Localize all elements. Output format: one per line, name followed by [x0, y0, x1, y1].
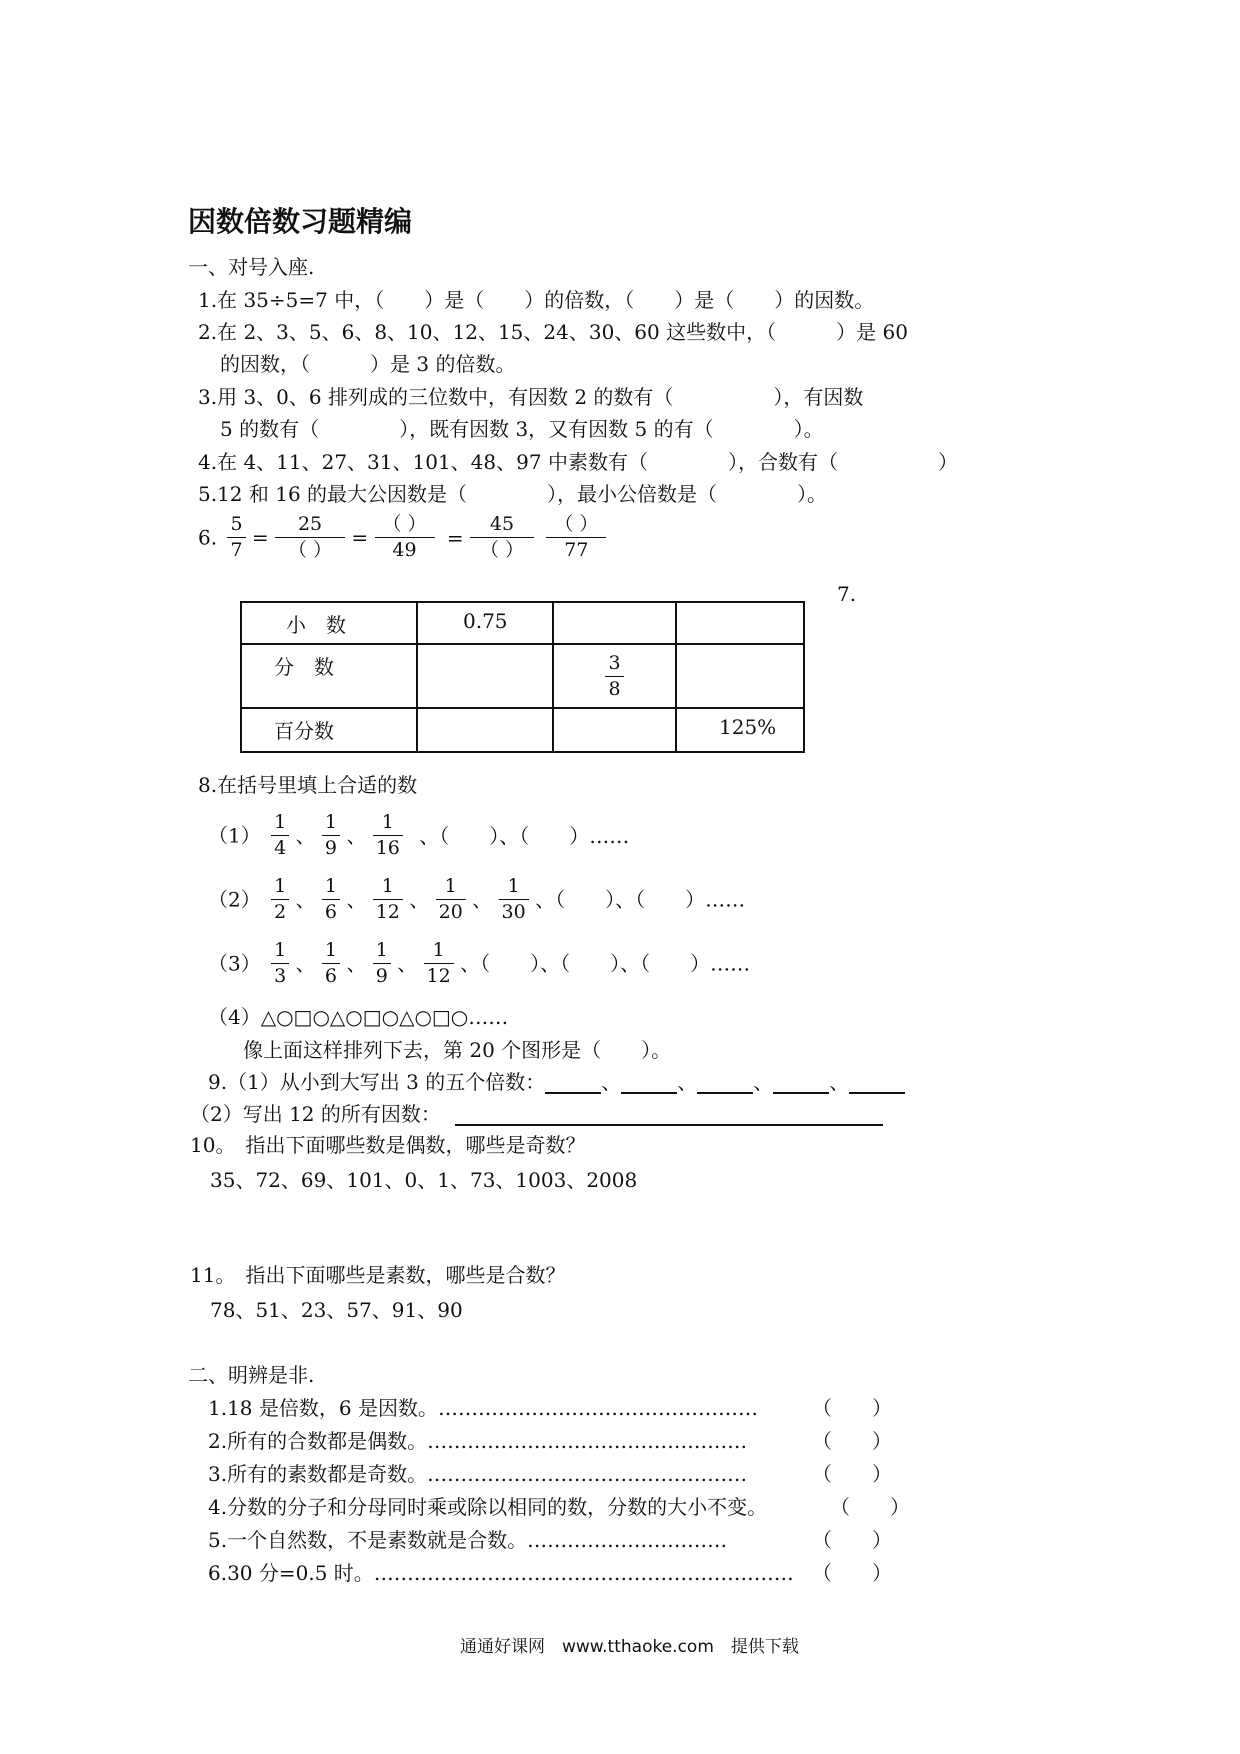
- question-2-line1: 2.在 2、3、5、6、8、10、12、15、24、30、60 这些数中，（ ）是 60: [198, 320, 908, 344]
- section2-heading: 二、明辨是非.: [188, 1363, 315, 1387]
- fraction: [470, 514, 534, 561]
- denominator: 49: [392, 539, 417, 561]
- separator: 、: [409, 887, 430, 912]
- table-cell: [241, 708, 417, 752]
- row-header: 小 数: [286, 613, 346, 637]
- table-cell: [417, 644, 553, 708]
- fraction: [322, 812, 340, 859]
- judge-paren[interactable]: （ ）: [812, 1396, 892, 1420]
- judge-item-6: 6.30 分=0.5 时。………………………………………………………: [208, 1561, 794, 1585]
- numerator: 1: [271, 812, 289, 836]
- fraction: [322, 940, 340, 987]
- part-label: （2）: [208, 887, 261, 912]
- answer-blank[interactable]: [773, 1072, 829, 1094]
- fraction: [275, 514, 345, 561]
- table-cell: [676, 602, 804, 644]
- question-11-heading: 11。 指出下面哪些是素数，哪些是合数？: [190, 1263, 566, 1287]
- numerator: 1: [271, 940, 289, 964]
- denominator: 20: [438, 901, 463, 923]
- question-7-label: 7.: [837, 582, 857, 606]
- judge-paren[interactable]: （ ）: [812, 1561, 892, 1585]
- answer-blank[interactable]: [455, 1104, 883, 1126]
- fraction: [373, 876, 403, 923]
- denominator: 9: [324, 837, 337, 859]
- denominator: （ ）: [288, 539, 333, 561]
- separator: 、: [346, 887, 367, 912]
- question-1: 1.在 35÷5=7 中，（ ）是（ ）的倍数，（ ）是（ ）的因数。: [198, 288, 875, 312]
- judge-paren[interactable]: （ ）: [812, 1528, 892, 1552]
- denominator: 30: [501, 901, 526, 923]
- cell-value: [418, 709, 552, 715]
- cell-value: 0.75: [463, 609, 508, 633]
- table-row: [241, 602, 804, 644]
- part-tail: 、（ ）、（ ）……: [419, 823, 630, 848]
- denominator: 12: [426, 965, 451, 987]
- separator: 、: [295, 823, 316, 848]
- separator: 、: [397, 951, 418, 976]
- question-6: [198, 514, 606, 561]
- judge-item-4: 4.分数的分子和分母同时乘或除以相同的数，分数的大小不变。: [208, 1495, 768, 1519]
- table-cell: [241, 602, 417, 644]
- question-3-line1: 3.用 3、0、6 排列成的三位数中，有因数 2 的数有（ ），有因数: [198, 385, 864, 409]
- judge-paren[interactable]: （ ）: [830, 1495, 910, 1519]
- fraction: [322, 876, 340, 923]
- question-8-heading: 8.在括号里填上合适的数: [198, 773, 418, 797]
- question-11-numbers: 78、51、23、57、91、90: [210, 1298, 463, 1322]
- numerator: 1: [322, 876, 340, 900]
- cell-value: [554, 709, 675, 715]
- numerator: （ ）: [546, 514, 606, 538]
- fraction: [271, 876, 289, 923]
- equals-sign: =: [446, 525, 464, 550]
- question-9-part2-prompt: （2）写出 12 的所有因数：: [190, 1102, 441, 1126]
- question-10-heading: 10。 指出下面哪些数是偶数，哪些是奇数？: [190, 1133, 586, 1157]
- numerator: 1: [322, 812, 340, 836]
- separator: 、: [295, 887, 316, 912]
- numerator: 1: [271, 876, 289, 900]
- fraction: [436, 876, 466, 923]
- equals-sign: =: [351, 525, 369, 550]
- cell-value: 125%: [719, 715, 777, 739]
- equals-sign: =: [251, 525, 269, 550]
- answer-blank[interactable]: [849, 1072, 905, 1094]
- numerator: 3: [605, 653, 623, 677]
- judge-paren[interactable]: （ ）: [812, 1462, 892, 1486]
- separator: 、: [346, 823, 367, 848]
- numerator: 1: [499, 876, 529, 900]
- denominator: 6: [324, 901, 337, 923]
- part-label: （1）: [208, 823, 261, 848]
- separator: 、: [472, 887, 493, 912]
- table-cell: [417, 708, 553, 752]
- judge-item-2: 2.所有的合数都是偶数。…………………………………………: [208, 1429, 748, 1453]
- judge-item-3: 3.所有的素数都是奇数。…………………………………………: [208, 1462, 748, 1486]
- table-cell: [553, 644, 676, 708]
- question-4: 4.在 4、11、27、31、101、48、97 中素数有（ ），合数有（ ）: [198, 450, 958, 474]
- table-cell: [241, 644, 417, 708]
- numerator: 25: [275, 514, 345, 538]
- denominator: （ ）: [479, 539, 525, 561]
- page-footer: 通通好课网 www.tthaoke.com 提供下载: [460, 1637, 799, 1657]
- separator: 、: [829, 1070, 850, 1094]
- numerator: 1: [373, 940, 391, 964]
- numerator: 5: [227, 514, 245, 538]
- fraction: [271, 812, 289, 859]
- row-header: 百分数: [274, 719, 334, 743]
- question-6-label: 6.: [198, 525, 218, 550]
- fraction: [424, 940, 454, 987]
- question-8-part3: [208, 940, 750, 987]
- table-cell: [676, 708, 804, 752]
- fraction: [375, 514, 435, 561]
- separator: 、: [346, 951, 367, 976]
- denominator: 16: [375, 837, 400, 859]
- table-cell: [553, 602, 676, 644]
- denominator: 6: [324, 965, 337, 987]
- judge-item-1: 1.18 是倍数，6 是因数。…………………………………………: [208, 1396, 758, 1420]
- question-2-line2: 的因数，（ ）是 3 的倍数。: [220, 352, 516, 376]
- question-5: 5.12 和 16 的最大公因数是（ ），最小公倍数是（ ）。: [198, 482, 828, 506]
- fraction: [271, 940, 289, 987]
- fraction: [227, 514, 245, 561]
- part-tail: 、（ ）、（ ）、（ ）……: [460, 951, 751, 976]
- answer-blank[interactable]: [545, 1072, 601, 1094]
- question-3-line2: 5 的数有（ ），既有因数 3，又有因数 5 的有（ ）。: [220, 417, 824, 441]
- table-cell: [553, 708, 676, 752]
- question-8-part4-line1: （4）△○□○△○□○△○□○……: [208, 1005, 509, 1029]
- denominator: 9: [375, 965, 388, 987]
- denominator: 77: [564, 539, 589, 561]
- question-10-numbers: 35、72、69、101、0、1、73、1003、2008: [210, 1168, 638, 1192]
- separator: 、: [601, 1070, 622, 1094]
- fraction: [373, 812, 403, 859]
- numerator: 1: [373, 876, 403, 900]
- table-row: [241, 708, 804, 752]
- fraction: [499, 876, 529, 923]
- page-title: 因数倍数习题精编: [188, 205, 413, 238]
- denominator: 2: [274, 901, 287, 923]
- judge-item-5: 5.一个自然数，不是素数就是合数。…………………………: [208, 1528, 728, 1552]
- separator: 、: [753, 1070, 774, 1094]
- denominator: 4: [274, 837, 287, 859]
- row-header: 分 数: [274, 655, 334, 679]
- denominator: 7: [230, 539, 243, 561]
- question-8-part4-line2: 像上面这样排列下去，第 20 个图形是（ ）。: [243, 1038, 672, 1062]
- separator: 、: [677, 1070, 698, 1094]
- separator: 、: [295, 951, 316, 976]
- conversion-table: [240, 601, 805, 753]
- section1-heading: 一、对号入座.: [188, 255, 315, 279]
- answer-blank[interactable]: [621, 1072, 677, 1094]
- table-row: [241, 644, 804, 708]
- question-8-part1: [208, 812, 629, 859]
- question-9-line2: [190, 1102, 883, 1126]
- question-9-line1: [208, 1070, 905, 1094]
- table-cell: [676, 644, 804, 708]
- cell-value: [554, 603, 675, 609]
- numerator: （ ）: [375, 514, 435, 538]
- table-cell: [417, 602, 553, 644]
- denominator: 3: [274, 965, 287, 987]
- part-label: （3）: [208, 951, 261, 976]
- fraction: [373, 940, 391, 987]
- part-tail: 、（ ）、（ ）……: [535, 887, 746, 912]
- judge-paren[interactable]: （ ）: [812, 1429, 892, 1453]
- numerator: 1: [424, 940, 454, 964]
- numerator: 1: [436, 876, 466, 900]
- fraction: [605, 653, 623, 700]
- cell-value: [677, 603, 803, 609]
- denominator: 12: [375, 901, 400, 923]
- question-8-part2: [208, 876, 745, 923]
- question-9-prompt: 9.（1）从小到大写出 3 的五个倍数：: [208, 1070, 546, 1094]
- numerator: 45: [470, 514, 534, 538]
- numerator: 1: [373, 812, 403, 836]
- fraction: [546, 514, 606, 561]
- numerator: 1: [322, 940, 340, 964]
- answer-blank[interactable]: [697, 1072, 753, 1094]
- denominator: 8: [608, 677, 621, 700]
